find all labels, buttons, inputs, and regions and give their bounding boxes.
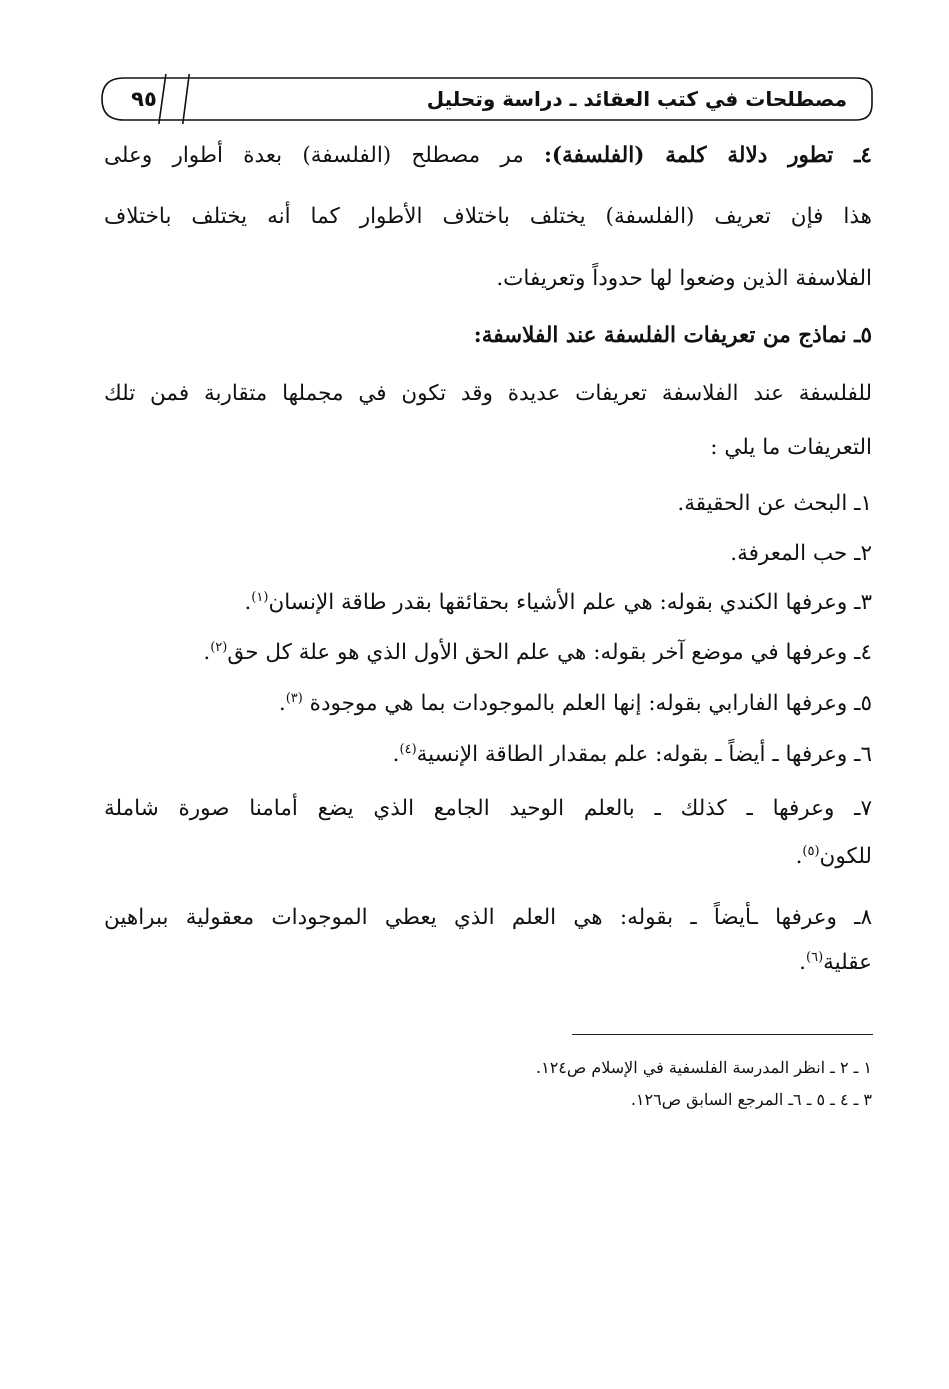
item-text: للكون [819,844,872,869]
paragraph-line: التعريفات ما يلي : [710,435,872,460]
running-header [100,74,873,124]
section-heading: ٥ـ نماذج من تعريفات الفلسفة عند الفلاسفة: [473,323,872,348]
list-item: ٧ـ وعرفها ـ كذلك ـ بالعلم الوحيد الجامع الذي يضع أمامنا صورة شاملة [104,796,872,821]
paragraph-line: الفلاسفة الذين وضعوا لها حدوداً وتعريفات. [496,266,872,291]
paragraph-line: للفلسفة عند الفلاسفة تعريفات عديدة وقد تكون في مجملها متقاربة فمن تلك [104,381,872,406]
item-text: ٤ـ وعرفها في موضع آخر بقوله: هي علم الحق الأول الذي هو علة كل حق [227,640,872,665]
paragraph-line: هذا فإن تعريف (الفلسفة) يختلف باختلاف الأطوار كما أنه يختلف باختلاف [104,204,872,229]
section-heading: ٤ـ تطور دلالة كلمة (الفلسفة): [543,143,872,168]
page-number: ٩٥ [131,87,157,111]
list-item [104,583,872,623]
text-run: مر مصطلح (الفلسفة) بعدة أطوار وعلى [104,143,544,168]
period: . [278,691,286,716]
footnote-ref: (٥) [802,843,820,859]
footnote: ١ ـ ٢ ـ انظر المدرسة الفلسفية في الإسلام ص١٢٤. [536,1058,872,1077]
item-text: عقلية [823,950,872,975]
period: . [203,640,211,665]
list-item [104,684,872,724]
item-text: ٣ـ وعرفها الكندي بقوله: هي علم الأشياء بحقائقها بقدر طاقة الإنسان [268,590,872,615]
footnote-ref: (٢) [210,639,228,655]
list-item-continuation [104,943,872,983]
footnote: ٣ ـ ٤ ـ ٥ ـ ٦ـ المرجع السابق ص١٢٦. [630,1090,872,1109]
footnote-ref: (٤) [399,741,417,757]
period: . [795,844,803,869]
period: . [799,950,807,975]
paragraph-line [104,136,872,176]
period: . [392,742,400,767]
footnote-divider [572,1034,873,1035]
list-item: ٢ـ حب المعرفة. [730,541,872,566]
list-item-continuation [104,837,872,877]
period: . [244,590,252,615]
list-item [104,735,872,775]
footnote-ref: (١) [251,589,269,605]
item-text: ٦ـ وعرفها ـ أيضاً ـ بقوله: علم بمقدار الطاقة الإنسية [416,742,872,767]
footnote-ref: (٣) [285,690,303,706]
list-item: ٨ـ وعرفها ـأيضاً ـ بقوله: هي العلم الذي يعطي الموجودات معقولية ببراهين [104,905,872,930]
list-item: ١ـ البحث عن الحقيقة. [677,491,872,516]
footnotes [272,1052,872,1116]
item-text: ٥ـ وعرفها الفارابي بقوله: إنها العلم بالموجودات بما هي موجودة [302,691,872,716]
running-title: مصطلحات في كتب العقائد ـ دراسة وتحليل [426,87,847,111]
footnote-ref: (٦) [806,949,824,965]
list-item [104,633,872,673]
